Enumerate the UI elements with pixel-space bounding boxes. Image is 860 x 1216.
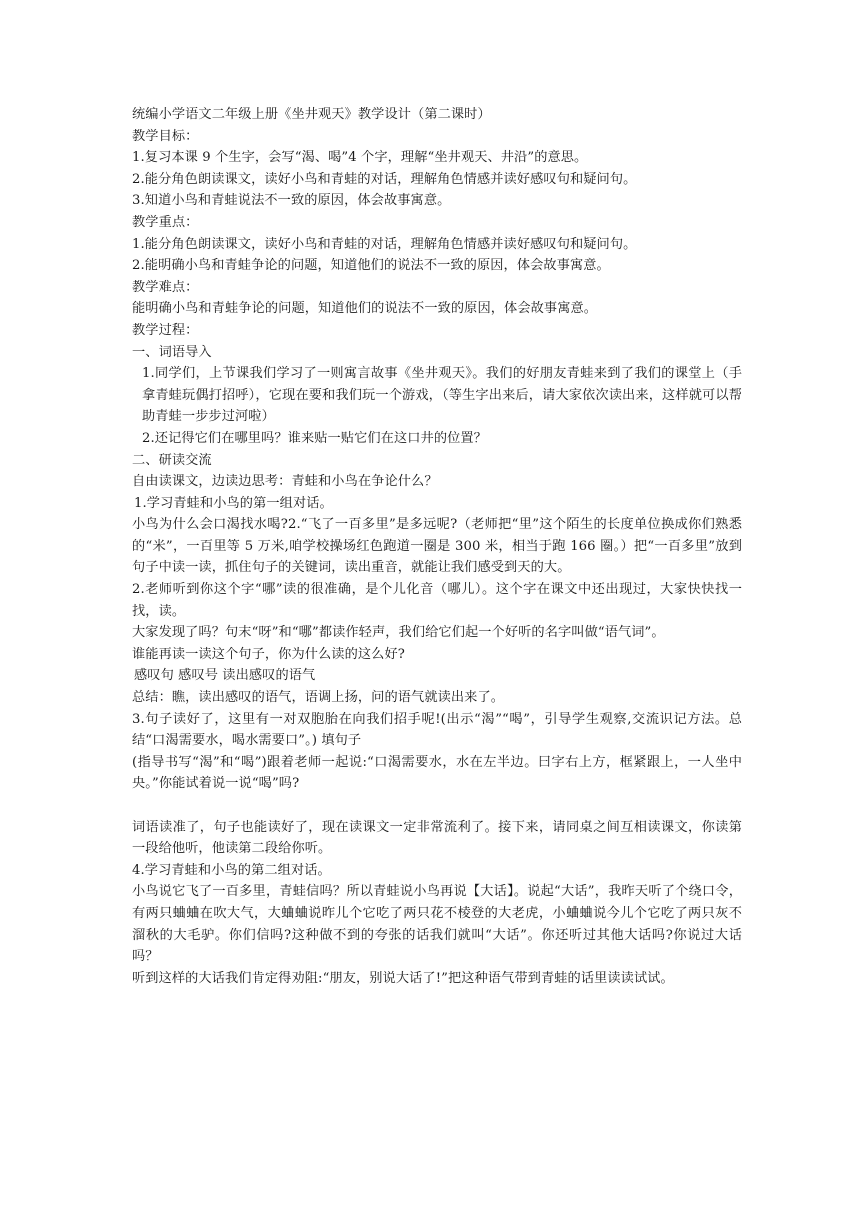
paragraph: 总结：瞧，读出感叹的语气，语调上扬，问的语气就读出来了。 [132,690,505,706]
process-heading: 教学过程： [132,322,199,338]
section-heading: 二、研读交流 [132,452,212,468]
goal-item: 1.复习本课 9 个生字，会写“渴、喝”4 个字，理解“坐井观天、井沿”的意思。 [132,150,588,166]
paragraph: 1.同学们，上节课我们学习了一则寓言故事《坐井观天》。我们的好朋友青蛙来到了我们的课堂上（手拿青蛙玩偶打招呼），它现在要和我们玩一个游戏，（等生字出来后，请大家依次读出来，这样就可以帮助青蛙一步步过河啦） [142,366,742,425]
paragraph: 2.还记得它们在哪里吗？谁来贴一贴它们在这口井的位置？ [142,430,487,446]
section-heading: 一、词语导入 [132,344,212,360]
goal-item: 2.能分角色朗读课文，读好小鸟和青蛙的对话，理解角色情感并读好感叹句和疑问句。 [132,171,637,187]
difficulty-heading: 教学难点： [132,279,199,295]
paragraph: 2.老师听到你这个字“哪”读的很准确，是个儿化音（哪儿）。这个字在课文中还出现过，大家快快找一找，读。 [132,582,742,619]
key-point-item: 1.能分角色朗读课文，读好小鸟和青蛙的对话，理解角色情感并读好感叹句和疑问句。 [132,236,637,252]
paragraph: 自由读课文，边读边思考：青蛙和小鸟在争论什么？ [132,474,438,490]
paragraph: 4.学习青蛙和小鸟的第二组对话。 [132,862,331,878]
paragraph: 感叹句 感叹号 读出感叹的语气 [134,668,316,684]
paragraph: (指导书写“渴”和“喝”)跟着老师一起说:“口渴需要水，水在左半边。曰字右上方，框紧跟上，一人坐中央。”你能试着说一说“喝”吗? [132,754,742,792]
difficulty-text: 能明确小鸟和青蛙争论的问题，知道他们的说法不一致的原因，体会故事寓意。 [132,301,598,317]
document-page [132,104,742,989]
blank-line [132,795,742,817]
paragraph: 3.句子读好了，这里有一对双胞胎在向我们招手呢!(出示“渴”“喝”，引导学生观察,交流识记方法。总结“口渴需要水，喝水需要口”。) 填句子 [132,711,742,749]
goals-heading: 教学目标： [132,128,199,144]
paragraph: 小鸟为什么会口渴找水喝?2.“飞了一百多里”是多远呢?（老师把“里”这个陌生的长度单位换成你们熟悉的“米”，一百里等 5 万米,咱学校操场红色跑道一圈是 300 米，相当于跑 166 圈。）把“一百多里”放到句子中读一读，抓住句子的关键词，读出重音，就能让我们感受到天的大。 [132,517,742,576]
paragraph: 小鸟说它飞了一百多里，青蛙信吗？所以青蛙说小鸟再说【大话】。说起“大话”，我昨天听了个绕口令，有两只蛐蛐在吹大气，大蛐蛐说昨儿个它吃了两只花不棱登的大老虎，小蛐蛐说今儿个它吃了两只灰不溜秋的大毛驴。你们信吗?这种做不到的夸张的话我们就叫“大话”。你还听过其他大话吗?你说过大话吗？ [132,884,742,965]
paragraph: 1.学习青蛙和小鸟的第一组对话。 [134,495,333,511]
paragraph: 谁能再读一读这个句子，你为什么读的这么好? [132,646,405,662]
paragraph: 听到这样的大话我们肯定得劝阻:“朋友，别说大话了!”把这种语气带到青蛙的话里读读试试。 [132,970,674,986]
paragraph: 大家发现了吗？句末“呀”和“哪”都读作轻声，我们给它们起一个好听的名字叫做“语气词”。 [132,625,665,641]
key-point-item: 2.能明确小鸟和青蛙争论的问题，知道他们的说法不一致的原因，体会故事寓意。 [132,258,610,274]
paragraph: 词语读准了，句子也能读好了，现在读课文一定非常流利了。接下来，请同桌之间互相读课文，你读第一段给他听，他读第二段给你听。 [132,819,742,857]
goal-item: 3.知道小鸟和青蛙说法不一致的原因，体会故事寓意。 [132,193,451,209]
document-title: 统编小学语文二年级上册《坐井观天》教学设计（第二课时） [132,107,491,122]
key-points-heading: 教学重点： [132,214,199,230]
